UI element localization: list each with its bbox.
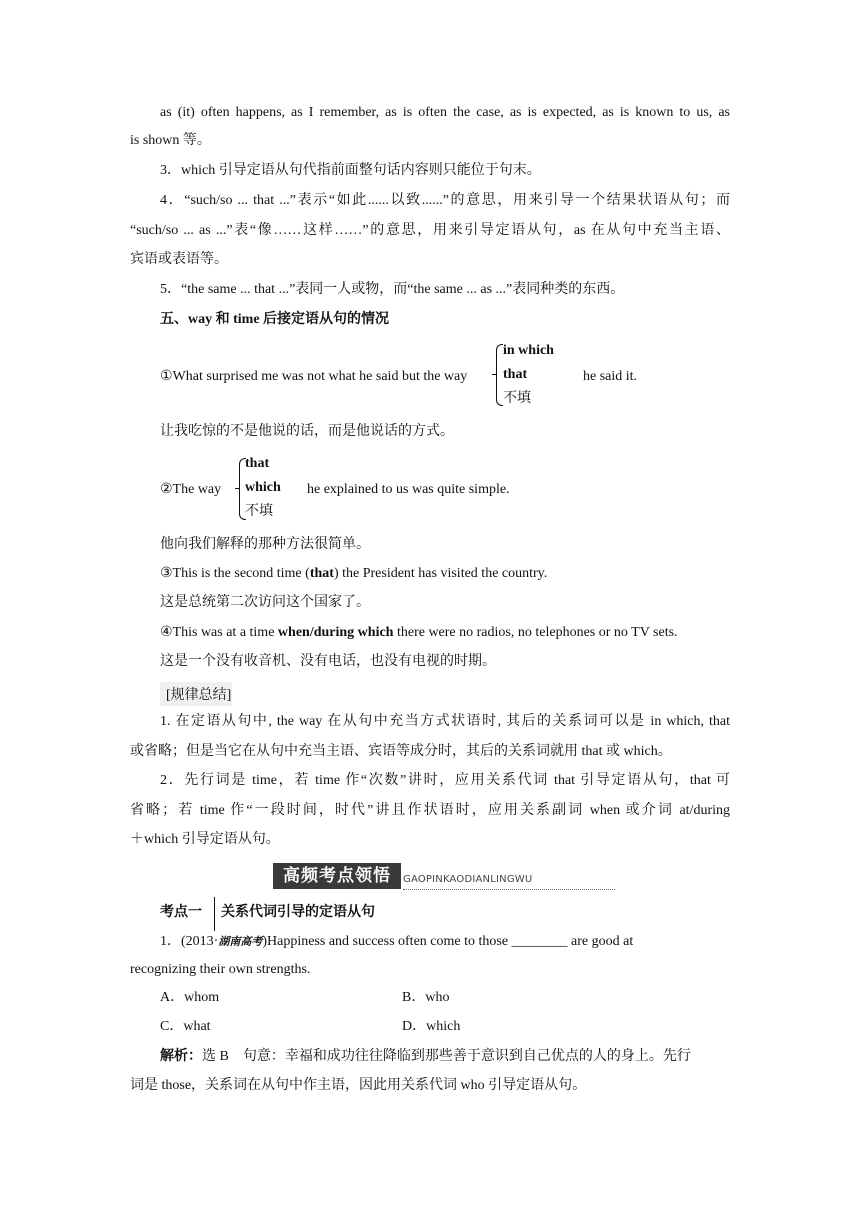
rule-1-line1: 1. 在定语从句中, the way 在从句中充当方式状语时, 其后的关系词可以是 in which, that	[160, 714, 730, 729]
ex1-prefix: ①What surprised me was not what he said but the way	[160, 369, 468, 384]
q1-analysis-label: 解析：	[160, 1049, 202, 1064]
ex3-bold: that	[309, 566, 334, 581]
ex3-translation: 这是总统第二次访问这个国家了。	[160, 595, 370, 610]
kaodian-divider	[214, 897, 215, 931]
ex3-part-a: ③This is the second time (	[160, 566, 310, 581]
rule-2-line2: 省略；若 time 作“一段时间，时代”讲且作状语时，应用关系副词 when 或介词 at/during	[130, 803, 730, 818]
ex4-bold: when/during which	[277, 625, 394, 640]
section-banner-subtitle: GAOPINKAODIANLINGWU	[403, 874, 533, 885]
q1-analysis-line1	[160, 1047, 730, 1067]
q1-line2: recognizing their own strengths.	[130, 962, 311, 977]
ex2-suffix: he explained to us was quite simple.	[307, 482, 510, 497]
banner-dotted-rule	[403, 889, 615, 890]
ex1-option-1: in which	[503, 343, 554, 358]
ex4-part-a: ④This was at a time	[160, 625, 278, 640]
rule-1-line2: 或省略；但是当它在从句中充当主语、宾语等成分时，其后的关系词就用 that 或 which。	[130, 744, 672, 759]
ex2-option-3: 不填	[245, 504, 273, 519]
kaodian-label: 考点一	[160, 905, 202, 920]
summary-tag: [规律总结]	[166, 688, 232, 703]
q1-option-b: B．who	[402, 990, 450, 1005]
ex3-sentence	[160, 564, 547, 584]
ex2-option-1: that	[245, 456, 270, 471]
ex1-option-2: that	[503, 367, 528, 382]
ex2-option-2: which	[245, 480, 281, 495]
ex4-part-b: there were no radios, no telephones or no TV sets.	[393, 625, 678, 640]
q1-option-c: C．what	[160, 1019, 211, 1034]
q1-analysis-line2: 词是 those，关系词在从句中作主语，因此用关系代词 who 引导定语从句。	[130, 1078, 587, 1093]
ex1-brace-tip	[492, 374, 496, 375]
kaodian-title: 关系代词引导的定语从句	[221, 905, 375, 920]
ex1-translation: 让我吃惊的不是他说的话，而是他说话的方式。	[160, 424, 454, 439]
q1-source: 湖南高考	[218, 936, 263, 948]
q1-stem: )Happiness and success often come to those ________ are good at	[262, 934, 634, 949]
section-banner: 高频考点领悟	[273, 863, 401, 889]
ex2-brace-tip	[235, 488, 239, 489]
ex2-translation: 他向我们解释的那种方法很简单。	[160, 537, 370, 552]
q1-option-d: D．which	[402, 1019, 461, 1034]
item-4-line2: “such/so ... as ...”表“像……这样……”的意思，用来引导定语从句，as 在从句中充当主语、	[130, 223, 730, 238]
q1-line1	[160, 932, 730, 952]
ex4-sentence	[160, 623, 678, 643]
ex3-part-b: ) the President has visited the country.	[333, 566, 548, 581]
q1-number: 1．(2013·	[160, 934, 219, 949]
ex4-translation: 这是一个没有收音机、没有电话，也没有电视的时期。	[160, 654, 496, 669]
item-4-line3: 宾语或表语等。	[130, 252, 228, 267]
section-5-title: 五、way 和 time 后接定语从句的情况	[160, 312, 390, 327]
ex1-suffix: he said it.	[583, 369, 638, 384]
para-as-line2: is shown 等。	[130, 133, 211, 148]
item-4-line1: 4．“such/so ... that ...”表示“如此......以致......”的意思，用来引导一个结果状语从句；而	[160, 193, 730, 208]
para-as-line1: as (it) often happens, as I remember, as is often the case, as is expected, as is known to us, as	[160, 105, 730, 120]
rule-2-line3: ＋which 引导定语从句。	[130, 832, 280, 847]
ex2-prefix: ②The way	[160, 482, 222, 497]
ex1-option-3: 不填	[503, 391, 531, 406]
q1-analysis-text1: 选 B 句意：幸福和成功往往降临到那些善于意识到自己优点的人的身上。先行	[202, 1049, 691, 1064]
rule-2-line1: 2．先行词是 time，若 time 作“次数”讲时，应用关系代词 that 引导定语从句，that 可	[160, 773, 730, 788]
item-3: 3．which 引导定语从句代指前面整句话内容则只能位于句末。	[160, 163, 541, 178]
q1-option-a: A．whom	[160, 990, 220, 1005]
ex1-brace	[496, 344, 503, 406]
item-5: 5．“the same ... that ...”表同一人或物，而“the same ... as ...”表同种类的东西。	[160, 282, 625, 297]
